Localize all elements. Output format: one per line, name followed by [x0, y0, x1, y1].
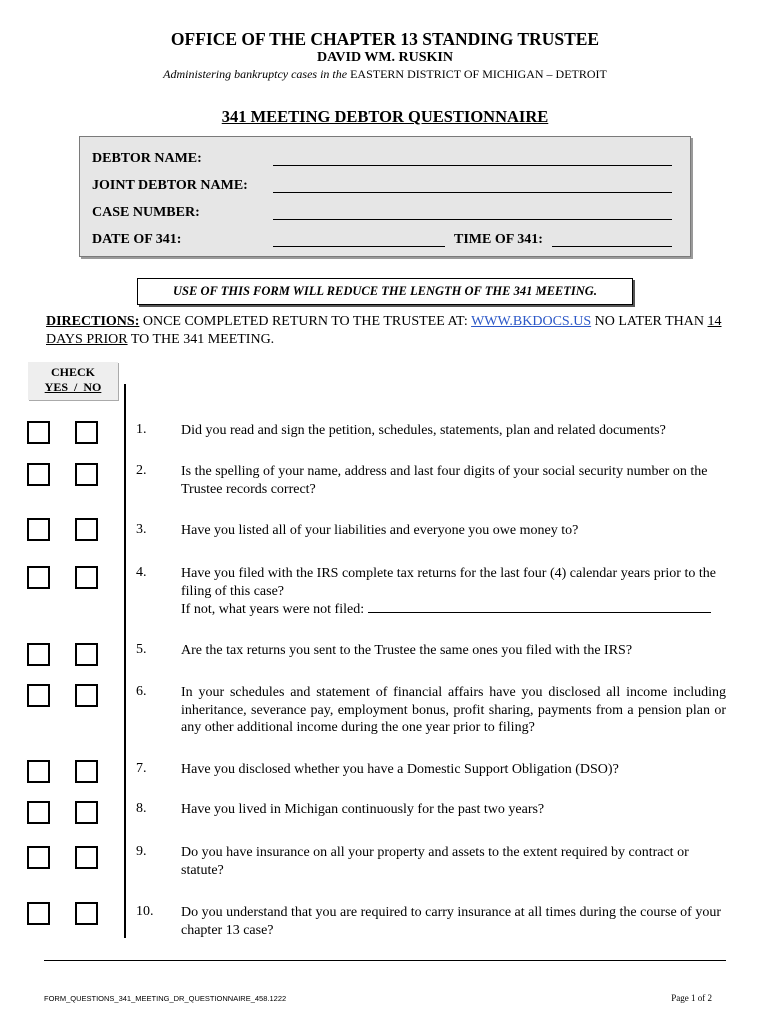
q7-text: Have you disclosed whether you have a Domestic Support Obligation (DSO)? — [181, 762, 619, 777]
district-subtitle-italic: Administering bankruptcy cases in the — [163, 67, 348, 81]
district-subtitle — [0, 67, 770, 82]
deadline-text: 14 DAYS PRIOR — [46, 314, 722, 347]
q2-yes-checkbox[interactable] — [27, 463, 50, 486]
trustee-name: DAVID WM. RUSKIN — [316, 50, 453, 65]
q5-text: Are the tax returns you sent to the Trustee the same ones you filed with the IRS? — [181, 643, 633, 658]
footer-rule — [44, 960, 726, 961]
time-of-341-label: TIME OF 341: — [454, 232, 543, 247]
directions — [46, 313, 736, 349]
q8-no-checkbox[interactable] — [75, 801, 98, 824]
debtor-name-label: DEBTOR NAME: — [92, 151, 202, 166]
q1-yes-checkbox[interactable] — [27, 421, 50, 444]
q4-question: Have you filed with the IRS complete tax returns for the last four (4) calendar years prior to the filing of this case? — [181, 566, 716, 599]
q3-yes-checkbox[interactable] — [27, 518, 50, 541]
question-divider — [124, 384, 126, 938]
q4-no-checkbox[interactable] — [75, 566, 98, 589]
q9-number: 9. — [136, 844, 147, 859]
directions-text-2: NO LATER THAN — [591, 314, 708, 329]
q4-followup — [181, 600, 726, 619]
bkdocs-link[interactable]: WWW.BKDOCS.US — [471, 314, 592, 329]
q1-no-checkbox[interactable] — [75, 421, 98, 444]
time-of-341-field[interactable] — [552, 230, 672, 247]
date-of-341-label: DATE OF 341: — [92, 232, 182, 247]
notice-banner: USE OF THIS FORM WILL REDUCE THE LENGTH OF THE 341 MEETING. — [137, 278, 633, 305]
q10-text: Do you understand that you are required to carry insurance at all times during the course of your chapter 13 case? — [181, 905, 721, 938]
q1-text: Did you read and sign the petition, schedules, statements, plan and related documents? — [181, 423, 666, 438]
debtor-info-box — [79, 136, 691, 257]
form-code: FORM_QUESTIONS_341_MEETING_DR_QUESTIONNAIRE_458.1222 — [44, 994, 287, 1003]
q5-number: 5. — [136, 642, 147, 657]
check-header — [28, 362, 118, 400]
debtor-name-field[interactable] — [273, 149, 672, 166]
q5-no-checkbox[interactable] — [75, 643, 98, 666]
q9-yes-checkbox[interactable] — [27, 846, 50, 869]
directions-text-1: ONCE COMPLETED RETURN TO THE TRUSTEE AT: — [139, 314, 472, 329]
q5-yes-checkbox[interactable] — [27, 643, 50, 666]
date-of-341-field[interactable] — [273, 230, 445, 247]
directions-text-3: TO THE 341 MEETING. — [127, 332, 275, 347]
q10-no-checkbox[interactable] — [75, 902, 98, 925]
check-title: CHECK — [50, 365, 95, 379]
form-title: 341 MEETING DEBTOR QUESTIONNAIRE — [221, 107, 549, 126]
q8-text: Have you lived in Michigan continuously for the past two years? — [181, 802, 545, 817]
q2-text: Is the spelling of your name, address and last four digits of your social security number on the Trustee records correct? — [181, 464, 708, 497]
q6-yes-checkbox[interactable] — [27, 684, 50, 707]
q10-yes-checkbox[interactable] — [27, 902, 50, 925]
joint-debtor-name-label: JOINT DEBTOR NAME: — [92, 178, 248, 193]
case-number-field[interactable] — [273, 203, 672, 220]
q9-text: Do you have insurance on all your property and assets to the extent required by contract or statute? — [181, 845, 689, 878]
district-subtitle-plain: EASTERN DISTRICT OF MICHIGAN – DETROIT — [350, 67, 607, 81]
case-number-label: CASE NUMBER: — [92, 205, 200, 220]
q10-number: 10. — [136, 904, 154, 919]
q2-number: 2. — [136, 463, 147, 478]
q3-no-checkbox[interactable] — [75, 518, 98, 541]
joint-debtor-name-field[interactable] — [273, 176, 672, 193]
q4-yes-checkbox[interactable] — [27, 566, 50, 589]
q7-number: 7. — [136, 761, 147, 776]
q4-years-field[interactable] — [368, 600, 711, 613]
q6-number: 6. — [136, 684, 147, 699]
q4-text — [181, 565, 726, 619]
q3-text: Have you listed all of your liabilities and everyone you owe money to? — [181, 523, 579, 538]
q6-text: In your schedules and statement of financial affairs have you disclosed all income including inheritance, severance pay, employment bonus, profit sharing, payments from a pension plan or any other additional income during the one year prior to filing? — [181, 685, 726, 735]
office-title: OFFICE OF THE CHAPTER 13 STANDING TRUSTEE — [170, 29, 600, 49]
q7-no-checkbox[interactable] — [75, 760, 98, 783]
q3-number: 3. — [136, 522, 147, 537]
q2-no-checkbox[interactable] — [75, 463, 98, 486]
yes-no-label: YES / NO — [44, 380, 102, 394]
directions-label: DIRECTIONS: — [46, 314, 140, 329]
q1-number: 1. — [136, 422, 147, 437]
page-number: Page 1 of 2 — [671, 993, 712, 1003]
q8-number: 8. — [136, 801, 147, 816]
q8-yes-checkbox[interactable] — [27, 801, 50, 824]
q9-no-checkbox[interactable] — [75, 846, 98, 869]
q4-number: 4. — [136, 565, 147, 580]
q7-yes-checkbox[interactable] — [27, 760, 50, 783]
q6-no-checkbox[interactable] — [75, 684, 98, 707]
q4-followup-label: If not, what years were not filed: — [181, 602, 365, 617]
